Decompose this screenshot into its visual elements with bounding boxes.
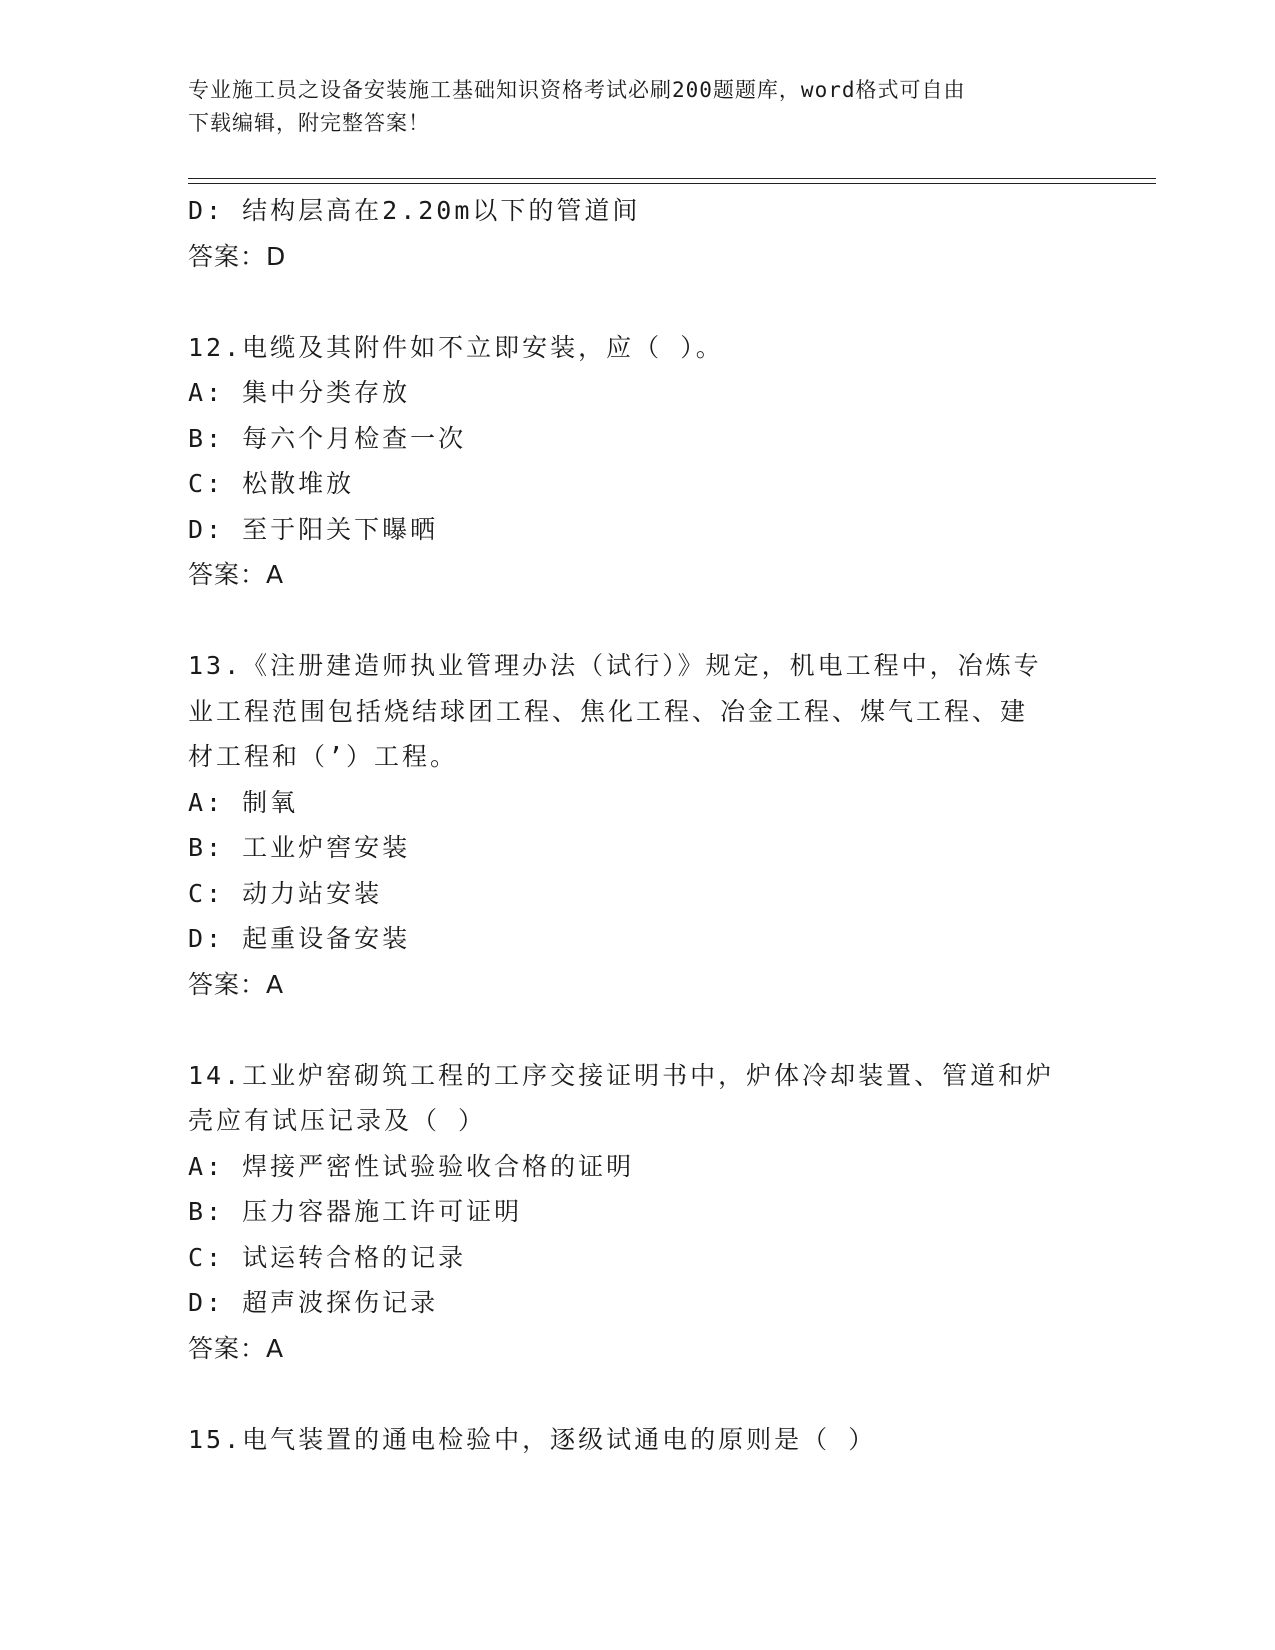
q13-answer: 答案：A: [188, 969, 285, 999]
header-divider-bottom: [188, 183, 1156, 184]
q14-stem-line-2: 壳应有试压记录及（ ）: [188, 1106, 487, 1135]
q14-option-d: D: 超声波探伤记录: [188, 1288, 439, 1317]
q14-option-c: C: 试运转合格的记录: [188, 1242, 467, 1272]
q12-answer: 答案：A: [188, 560, 285, 589]
spacer: [188, 1007, 1088, 1053]
q12-option-a: A: 集中分类存放: [188, 378, 411, 407]
question-list: [188, 188, 1088, 1462]
header-divider-top: [188, 178, 1156, 179]
header-title-line-1: 专业施工员之设备安装施工基础知识资格考试必刷200题题库，word格式可自由: [188, 78, 966, 102]
prev-option-d: D: 结构层高在2.20m以下的管道间: [188, 196, 641, 225]
q12-option-b: B: 每六个月检查一次: [188, 423, 467, 453]
q13-option-b: B: 工业炉窖安装: [188, 833, 411, 862]
header-title-line-2: 下载编辑，附完整答案！: [188, 111, 430, 135]
q14-option-a: A: 焊接严密性试验验收合格的证明: [188, 1151, 635, 1181]
q13-stem-line-1: 13.《注册建造师执业管理办法（试行）》规定，机电工程中，冶炼专: [188, 651, 1042, 680]
q13-stem-line-2: 业工程范围包括烧结球团工程、焦化工程、冶金工程、煤气工程、建: [188, 696, 1029, 726]
q12-option-d: D: 至于阳关下曝晒: [188, 514, 439, 544]
q14-option-b: B: 压力容器施工许可证明: [188, 1197, 523, 1226]
q12-stem: 12.电缆及其附件如不立即安装，应（ ）。: [188, 332, 724, 362]
q14-answer: 答案：A: [188, 1333, 285, 1363]
q13-option-a: A: 制氧: [188, 787, 299, 817]
q13-option-c: C: 动力站安装: [188, 878, 383, 908]
prev-answer: 答案：D: [188, 241, 287, 271]
spacer: [188, 279, 1088, 325]
q13-stem-line-3: 材工程和（’）工程。: [188, 742, 459, 771]
spacer: [188, 1371, 1088, 1417]
document-header: [188, 74, 1088, 140]
spacer: [188, 598, 1088, 644]
q14-stem-line-1: 14.工业炉窑砌筑工程的工序交接证明书中，炉体冷却装置、管道和炉: [188, 1060, 1055, 1090]
q15-stem: 15.电气装置的通电检验中，逐级试通电的原则是（ ）: [188, 1424, 877, 1454]
q12-option-c: C: 松散堆放: [188, 469, 355, 498]
q13-option-d: D: 起重设备安装: [188, 924, 411, 953]
